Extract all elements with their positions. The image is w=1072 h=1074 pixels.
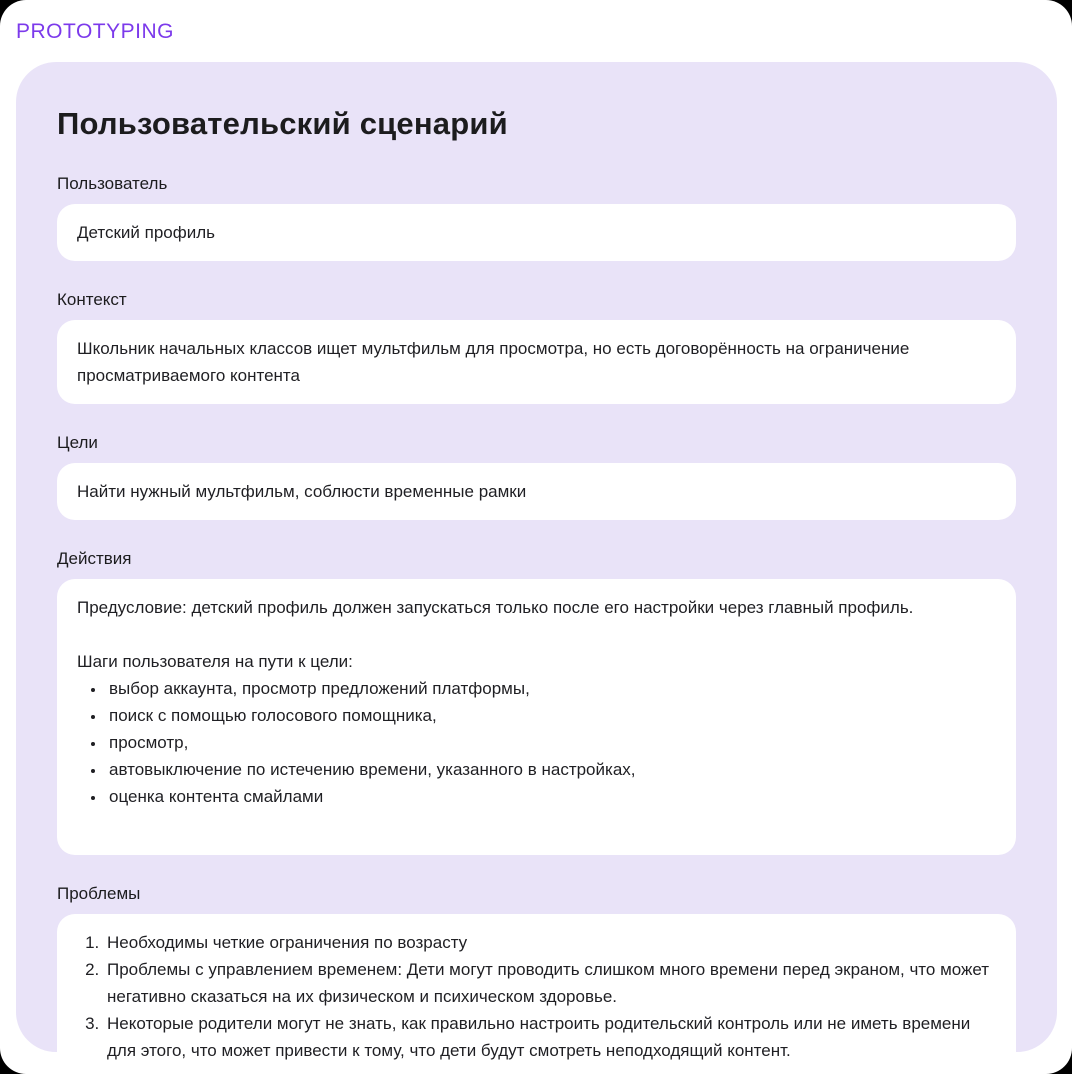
- actions-precondition-text: Предусловие: детский профиль должен запускаться только после его настройки через главный профиль.: [77, 598, 914, 617]
- list-item: 2. Проблемы с управлением временем: Дети могут проводить слишком много времени перед экраном, что может негативно сказаться на их физическом и психическом здоровье.: [104, 956, 996, 1010]
- section-context: [57, 290, 1016, 404]
- section-actions: [57, 549, 1016, 855]
- list-item: • оценка контента смайлами: [106, 783, 996, 810]
- actions-field-input[interactable]: [57, 579, 1016, 855]
- list-item: • автовыключение по истечению времени, указанного в настройках,: [106, 756, 996, 783]
- actions-steps-list: [77, 675, 996, 810]
- list-item: 3. Некоторые родители могут не знать, как правильно настроить родительский контроль или не иметь времени для этого, что может привести к тому, что дети будут смотреть неподходящий контент.: [104, 1010, 996, 1064]
- goals-field-input[interactable]: Найти нужный мультфильм, соблюсти временные рамки: [57, 463, 1016, 520]
- list-item: • выбор аккаунта, просмотр предложений платформы,: [106, 675, 996, 702]
- list-item: • просмотр,: [106, 729, 996, 756]
- user-field-label: Пользователь: [57, 174, 168, 193]
- section-user: [57, 174, 1016, 261]
- page-title: Пользовательский сценарий: [57, 106, 508, 141]
- problems-field-label: Проблемы: [57, 884, 141, 903]
- list-item: • поиск с помощью голосового помощника,: [106, 702, 996, 729]
- context-field-input[interactable]: Школьник начальных классов ищет мультфильм для просмотра, но есть договорённость на ограничение просматриваемого контента: [57, 320, 1016, 404]
- user-scenario-card: [16, 62, 1057, 1060]
- problems-field-input[interactable]: [57, 914, 1016, 1074]
- list-item: 1. Необходимы четкие ограничения по возрасту: [104, 929, 996, 956]
- goals-field-label: Цели: [57, 433, 98, 452]
- problems-list: [77, 929, 996, 1064]
- context-field-label: Контекст: [57, 290, 127, 309]
- section-goals: [57, 433, 1016, 520]
- actions-steps-intro-text: Шаги пользователя на пути к цели:: [77, 652, 353, 671]
- section-problems: [57, 884, 1016, 1074]
- section-eyebrow-prototyping: PROTOTYPING: [16, 20, 174, 43]
- actions-field-label: Действия: [57, 549, 132, 568]
- user-field-input[interactable]: Детский профиль: [57, 204, 1016, 261]
